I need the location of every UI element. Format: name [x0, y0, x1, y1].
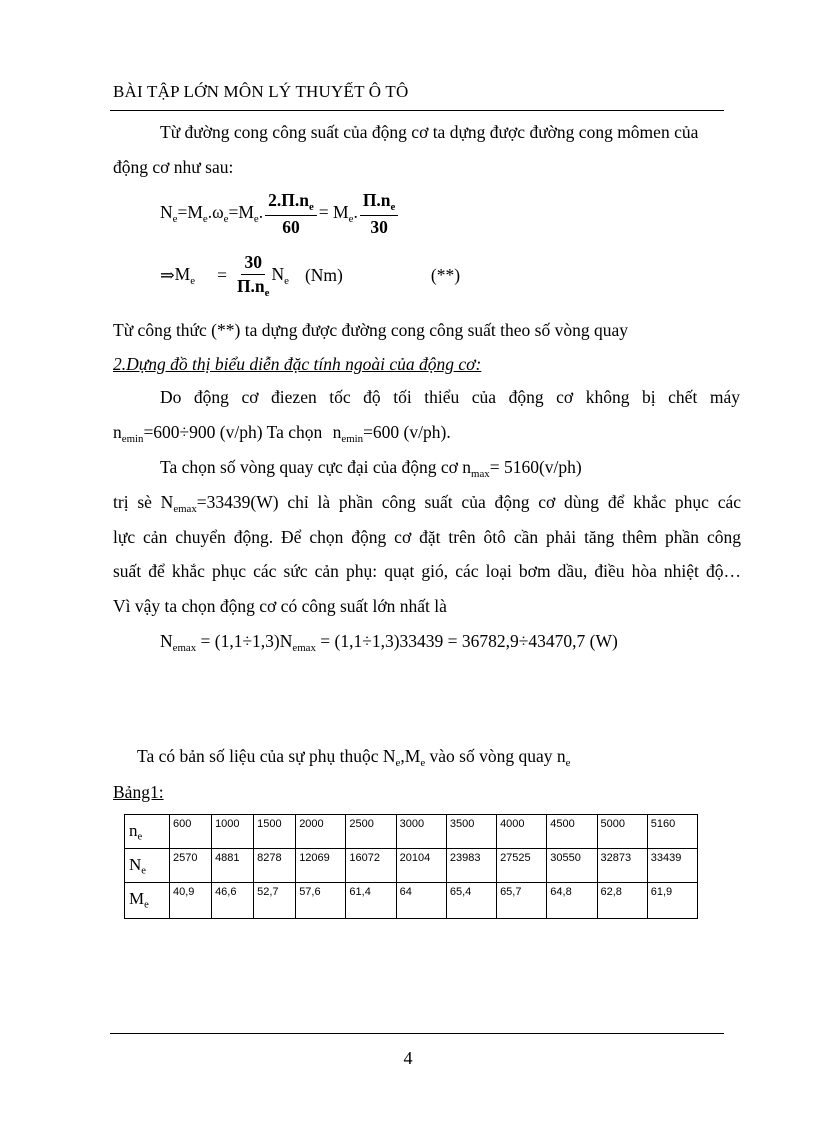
power-paragraph-line2: lực cản chuyển động. Để chọn động cơ đặt trên ôtô cần phải tăng thêm phần công — [113, 527, 741, 547]
table-row — [125, 849, 698, 883]
table-cell: 5160 — [647, 815, 697, 849]
power-paragraph-line3: suất để khắc phục các sức cản phụ: quạt gió, các loại bơm dầu, điều hòa nhiệt độ… — [113, 561, 741, 581]
table-cell: 23983 — [446, 849, 496, 883]
table-cell: 3500 — [446, 815, 496, 849]
table-cell: 2500 — [346, 815, 396, 849]
table-cell: 600 — [170, 815, 212, 849]
table-cell: 5000 — [597, 815, 647, 849]
nemax-equation: $N_{emax} = (1,1\div 1,3)N_{emax} = (1,1\div 1,3)33439 = 36782,9\div 43470,7$ (W) — [160, 631, 618, 654]
table-cell: 33439 — [647, 849, 697, 883]
table-cell: 61,4 — [346, 883, 396, 919]
table-cell: 65,4 — [446, 883, 496, 919]
table-cell: 62,8 — [597, 883, 647, 919]
eq2-tag: (**) — [430, 265, 461, 286]
table-cell: 1500 — [254, 815, 296, 849]
table-cell: 32873 — [597, 849, 647, 883]
table-cell: 40,9 — [170, 883, 212, 919]
table-row — [125, 815, 698, 849]
diesel-paragraph: Do động cơ điezen tốc độ tối thiểu của động cơ không bị chết máy — [160, 387, 740, 407]
power-paragraph-line1: trị sè $N_{emax}=33439(W)$ chỉ là phần công suất của động cơ dùng để khắc phục các — [113, 492, 741, 515]
table-caption: Bảng1: — [113, 782, 164, 802]
eq2-ne: $N_e$ — [271, 263, 289, 287]
section-heading: 2.Dựng đồ thị biểu diễn đặc tính ngoài của động cơ: — [113, 354, 482, 374]
table-cell: 46,6 — [212, 883, 254, 919]
table-cell: 65,7 — [497, 883, 547, 919]
table-cell: 4500 — [547, 815, 597, 849]
eq1-me: $=M_e$. — [228, 201, 264, 225]
eq1-lhs: $N_e$ — [160, 201, 178, 225]
table-cell: 20104 — [396, 849, 446, 883]
implies-icon: ⇒ — [160, 265, 175, 286]
eq2-fraction: $\frac{30}{\Pi.n_e}$ — [236, 252, 270, 299]
eq2-unit: (Nm) — [304, 265, 343, 286]
table-cell: 4000 — [497, 815, 547, 849]
eq2-me: $M_e$ — [174, 263, 196, 287]
eq1-equals-me: = $M_e$. — [318, 201, 358, 225]
intro-continuation: động cơ như sau: — [113, 157, 234, 177]
page-header-title: BÀI TẬP LỚN MÔN LÝ THUYẾT Ô TÔ — [113, 82, 409, 101]
table-cell: 27525 — [497, 849, 547, 883]
page-number: 4 — [403, 1048, 413, 1068]
eq1-me-omega: $=M_e.\omega_e$ — [177, 201, 229, 225]
table-row — [125, 883, 698, 919]
table-cell: 8278 — [254, 849, 296, 883]
table-cell: 64,8 — [547, 883, 597, 919]
table-cell: 16072 — [346, 849, 396, 883]
table-cell: 2000 — [296, 815, 346, 849]
table-cell: 52,7 — [254, 883, 296, 919]
table-cell: 4881 — [212, 849, 254, 883]
formula-paragraph: Từ công thức (**) ta dựng được đường cong công suất theo số vòng quay — [113, 320, 629, 340]
table-cell: 64 — [396, 883, 446, 919]
eq1-fraction-pi-n: $\frac{\Pi.n_e}{30}$ — [360, 192, 399, 236]
table-row-header: $N_e$ — [125, 849, 170, 883]
table-cell: 61,9 — [647, 883, 697, 919]
equation-torque — [160, 254, 460, 298]
table-cell: 30550 — [547, 849, 597, 883]
table-cell: 3000 — [396, 815, 446, 849]
table-cell: 2570 — [170, 849, 212, 883]
intro-line: Từ đường cong công suất của động cơ ta dựng được đường cong mômen của — [160, 122, 699, 142]
table-cell: 12069 — [296, 849, 346, 883]
header-rule — [110, 110, 724, 111]
table-row-header: $M_e$ — [125, 883, 170, 919]
table-cell: 57,6 — [296, 883, 346, 919]
footer-rule — [110, 1033, 724, 1034]
eq2-equals: = — [217, 265, 227, 286]
nmax-line: Ta chọn số vòng quay cực đại của động cơ $n_{max}= 5160(v/ph)$ — [160, 457, 582, 480]
eq1-fraction-2pi-n: $\frac{2.\Pi.n_e}{60}$ — [265, 192, 317, 236]
equation-power — [160, 192, 400, 236]
table-row-header: $n_e$ — [125, 815, 170, 849]
nmin-line: $n_{emin}=600\div 900$ (v/ph) Ta chọn $n_{emin}=600$ (v/ph). — [113, 422, 451, 445]
data-table — [124, 814, 698, 919]
table-cell: 1000 — [212, 815, 254, 849]
power-paragraph-line4: Vì vậy ta chọn động cơ có công suất lớn nhất là — [113, 596, 447, 616]
table-intro: Ta có bản số liệu của sự phụ thuộc $N_e,M_e$ vào số vòng quay $n_e$ — [137, 746, 571, 769]
